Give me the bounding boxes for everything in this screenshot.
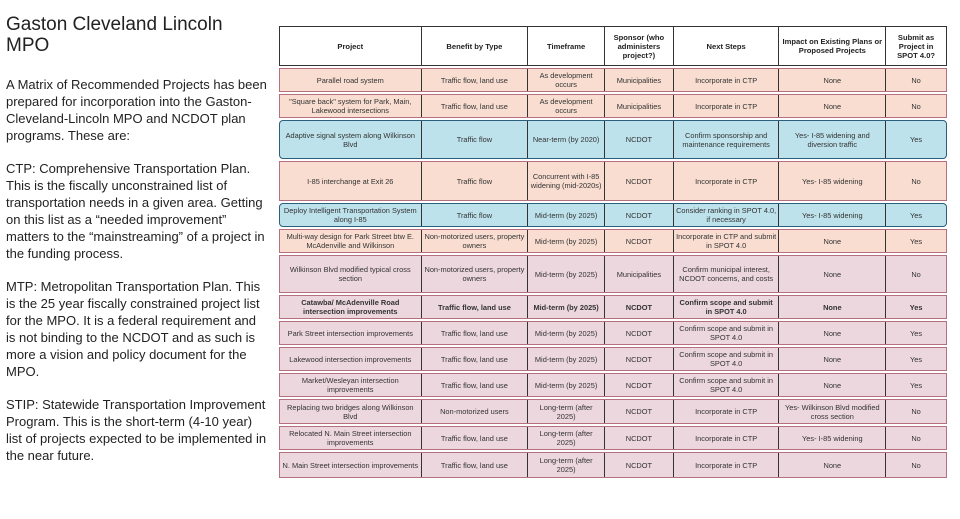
- cell-benefit: Traffic flow, land use: [422, 427, 529, 449]
- cell-project: Park Street intersection improvements: [280, 322, 422, 344]
- cell-next-steps: Incorporate in CTP: [674, 427, 780, 449]
- cell-project: Lakewood intersection improvements: [280, 348, 422, 370]
- table-row: [279, 399, 947, 424]
- cell-submit-spot: No: [911, 101, 921, 111]
- table-row: [279, 295, 947, 319]
- cell-impact: Yes- I-85 widening and diversion traffic: [779, 121, 886, 158]
- table-row: [279, 120, 947, 159]
- cell-benefit: Non-motorized users, property owners: [422, 230, 529, 252]
- table-row: [279, 321, 947, 345]
- project-matrix-table: [279, 26, 947, 478]
- cell-sponsor: NCDOT: [605, 121, 674, 158]
- cell-benefit: Traffic flow: [422, 162, 529, 200]
- cell-project: Parallel road system: [280, 69, 422, 91]
- column-header-sponsor: Sponsor (who administers project?): [605, 27, 674, 65]
- stip-paragraph: STIP: Statewide Transportation Improvement Program. This is the short-term (4-10 year) list of projects expected to be implemented in the near future.: [6, 397, 267, 463]
- cell-timeframe: As development occurs: [528, 95, 605, 117]
- cell-impact: Yes- I-85 widening: [779, 162, 886, 200]
- cell-benefit: Traffic flow, land use: [422, 69, 529, 91]
- table-row: [279, 255, 947, 293]
- cell-sponsor: NCDOT: [605, 453, 674, 477]
- cell-impact: None: [779, 374, 886, 396]
- cell-sponsor: NCDOT: [605, 400, 674, 423]
- cell-sponsor: NCDOT: [605, 204, 674, 226]
- cell-submit-spot: No: [911, 433, 921, 443]
- table-row: [279, 94, 947, 118]
- cell-submit-spot: Yes: [910, 210, 923, 220]
- cell-sponsor: NCDOT: [605, 230, 674, 252]
- cell-timeframe: Long-term (after 2025): [528, 427, 605, 449]
- cell-submit-spot: No: [911, 269, 921, 279]
- cell-benefit: Traffic flow, land use: [422, 453, 529, 477]
- cell-submit-spot: Yes: [910, 236, 923, 246]
- cell-timeframe: Mid-term (by 2025): [528, 374, 605, 396]
- table-row: [279, 373, 947, 397]
- cell-submit-spot: No: [911, 75, 921, 85]
- cell-next-steps: Incorporate in CTP and submit in SPOT 4.0: [674, 230, 780, 252]
- cell-timeframe: Long-term (after 2025): [528, 453, 605, 477]
- cell-impact: None: [779, 256, 886, 292]
- cell-project: N. Main Street intersection improvements: [280, 453, 422, 477]
- cell-next-steps: Incorporate in CTP: [674, 69, 780, 91]
- cell-sponsor: NCDOT: [605, 162, 674, 200]
- cell-next-steps: Incorporate in CTP: [674, 95, 780, 117]
- table-row: [279, 68, 947, 92]
- cell-next-steps: Incorporate in CTP: [674, 453, 780, 477]
- cell-benefit: Traffic flow, land use: [422, 322, 529, 344]
- cell-submit-spot: No: [911, 460, 921, 470]
- cell-next-steps: Consider ranking in SPOT 4.0, if necessary: [674, 204, 780, 226]
- table-header-row: [279, 26, 947, 66]
- cell-timeframe: Mid-term (by 2025): [528, 322, 605, 344]
- cell-next-steps: Confirm sponsorship and maintenance requirements: [674, 121, 780, 158]
- cell-impact: None: [779, 296, 886, 318]
- cell-benefit: Traffic flow, land use: [422, 95, 529, 117]
- cell-benefit: Traffic flow: [422, 204, 529, 226]
- cell-sponsor: Municipalities: [605, 95, 674, 117]
- cell-project: "Square back" system for Park, Main, Lakewood intersections: [280, 95, 422, 117]
- cell-impact: None: [779, 69, 886, 91]
- table-row: [279, 426, 947, 450]
- cell-project: Catawba/ McAdenville Road intersection improvements: [280, 296, 422, 318]
- cell-project: I-85 interchange at Exit 26: [280, 162, 422, 200]
- cell-timeframe: Mid-term (by 2025): [528, 256, 605, 292]
- column-header-timeframe: Timeframe: [528, 27, 605, 65]
- cell-project: Adaptive signal system along Wilkinson Blvd: [280, 121, 422, 158]
- cell-next-steps: Confirm scope and submit in SPOT 4.0: [674, 374, 780, 396]
- intro-paragraph: A Matrix of Recommended Projects has been prepared for incorporation into the Gaston-Cleveland-Lincoln MPO and NCDOT plan programs. These are:: [6, 77, 267, 143]
- cell-next-steps: Incorporate in CTP: [674, 162, 780, 200]
- cell-submit-spot: Yes: [910, 380, 923, 390]
- cell-impact: Yes- I-85 widening: [779, 427, 886, 449]
- table-row: [279, 203, 947, 227]
- mtp-paragraph: MTP: Metropolitan Transportation Plan. This is the 25 year fiscally constrained project list for the MPO. It is a federal requirement and is not binding to the NCDOT and as such is more a vision and policy document for the MPO.: [6, 279, 261, 379]
- cell-sponsor: NCDOT: [605, 427, 674, 449]
- cell-timeframe: As development occurs: [528, 69, 605, 91]
- cell-sponsor: NCDOT: [605, 374, 674, 396]
- cell-impact: None: [779, 348, 886, 370]
- cell-submit-spot: Yes: [910, 328, 923, 338]
- table-row: [279, 161, 947, 201]
- description-panel: [6, 14, 268, 480]
- cell-impact: None: [779, 95, 886, 117]
- cell-impact: None: [779, 322, 886, 344]
- cell-submit-spot: Yes: [910, 354, 923, 364]
- cell-impact: Yes- Wilkinson Blvd modified cross section: [779, 400, 886, 423]
- cell-benefit: Traffic flow, land use: [422, 348, 529, 370]
- cell-timeframe: Long-term (after 2025): [528, 400, 605, 423]
- cell-sponsor: NCDOT: [605, 348, 674, 370]
- cell-timeframe: Mid-term (by 2025): [528, 348, 605, 370]
- cell-next-steps: Confirm scope and submit in SPOT 4.0: [674, 296, 780, 318]
- cell-benefit: Traffic flow: [422, 121, 529, 158]
- cell-benefit: Traffic flow, land use: [422, 374, 529, 396]
- cell-benefit: Non-motorized users: [422, 400, 529, 423]
- cell-project: Deploy Intelligent Transportation System along I-85: [280, 204, 422, 226]
- cell-timeframe: Mid-term (by 2025): [528, 204, 605, 226]
- table-row: [279, 452, 947, 478]
- cell-submit-spot: Yes: [910, 135, 923, 144]
- cell-project: Multi-way design for Park Street btw E. McAdenville and Wilkinson: [280, 230, 422, 252]
- cell-timeframe: Mid-term (by 2025): [528, 230, 605, 252]
- cell-submit-spot: No: [911, 407, 921, 416]
- page-title: Gaston Cleveland Lincoln MPO: [6, 14, 223, 56]
- cell-project: Wilkinson Blvd modified typical cross section: [280, 256, 422, 292]
- cell-project: Relocated N. Main Street intersection improvements: [280, 427, 422, 449]
- column-header-submit-spot: Submit as Project in SPOT 4.0?: [897, 32, 936, 60]
- cell-sponsor: NCDOT: [605, 322, 674, 344]
- cell-timeframe: Concurrent with I-85 widening (mid-2020s): [528, 162, 605, 200]
- column-header-next-steps: Next Steps: [674, 27, 780, 65]
- cell-submit-spot: No: [911, 176, 921, 186]
- column-header-project: Project: [280, 27, 422, 65]
- cell-sponsor: Municipalities: [605, 69, 674, 91]
- cell-impact: None: [779, 453, 886, 477]
- cell-project: Replacing two bridges along Wilkinson Blvd: [280, 400, 422, 423]
- cell-next-steps: Confirm scope and submit in SPOT 4.0: [674, 322, 780, 344]
- cell-sponsor: NCDOT: [605, 296, 674, 318]
- column-header-impact: Impact on Existing Plans or Proposed Projects: [779, 27, 886, 65]
- cell-impact: Yes- I-85 widening: [779, 204, 886, 226]
- column-header-benefit: Benefit by Type: [422, 27, 529, 65]
- ctp-paragraph: CTP: Comprehensive Transportation Plan. This is the fiscally unconstrained list of transportation needs in a given area. Getting on this list as a “needed improvement” matters to the “mainstreaming” of a project in the funding process.: [6, 161, 265, 261]
- cell-timeframe: Mid-term (by 2025): [528, 296, 605, 318]
- cell-next-steps: Incorporate in CTP: [674, 400, 780, 423]
- cell-submit-spot: Yes: [909, 302, 923, 312]
- table-row: [279, 229, 947, 253]
- cell-benefit: Traffic flow, land use: [422, 296, 529, 318]
- cell-sponsor: Municipalities: [605, 256, 674, 292]
- cell-timeframe: Near-term (by 2020): [528, 121, 605, 158]
- cell-benefit: Non-motorized users, property owners: [422, 256, 529, 292]
- table-row: [279, 347, 947, 371]
- cell-impact: None: [779, 230, 886, 252]
- cell-next-steps: Confirm scope and submit in SPOT 4.0: [674, 348, 780, 370]
- cell-next-steps: Confirm municipal interest, NCDOT concerns, and costs: [674, 256, 780, 292]
- cell-project: Market/Wesleyan intersection improvements: [280, 374, 422, 396]
